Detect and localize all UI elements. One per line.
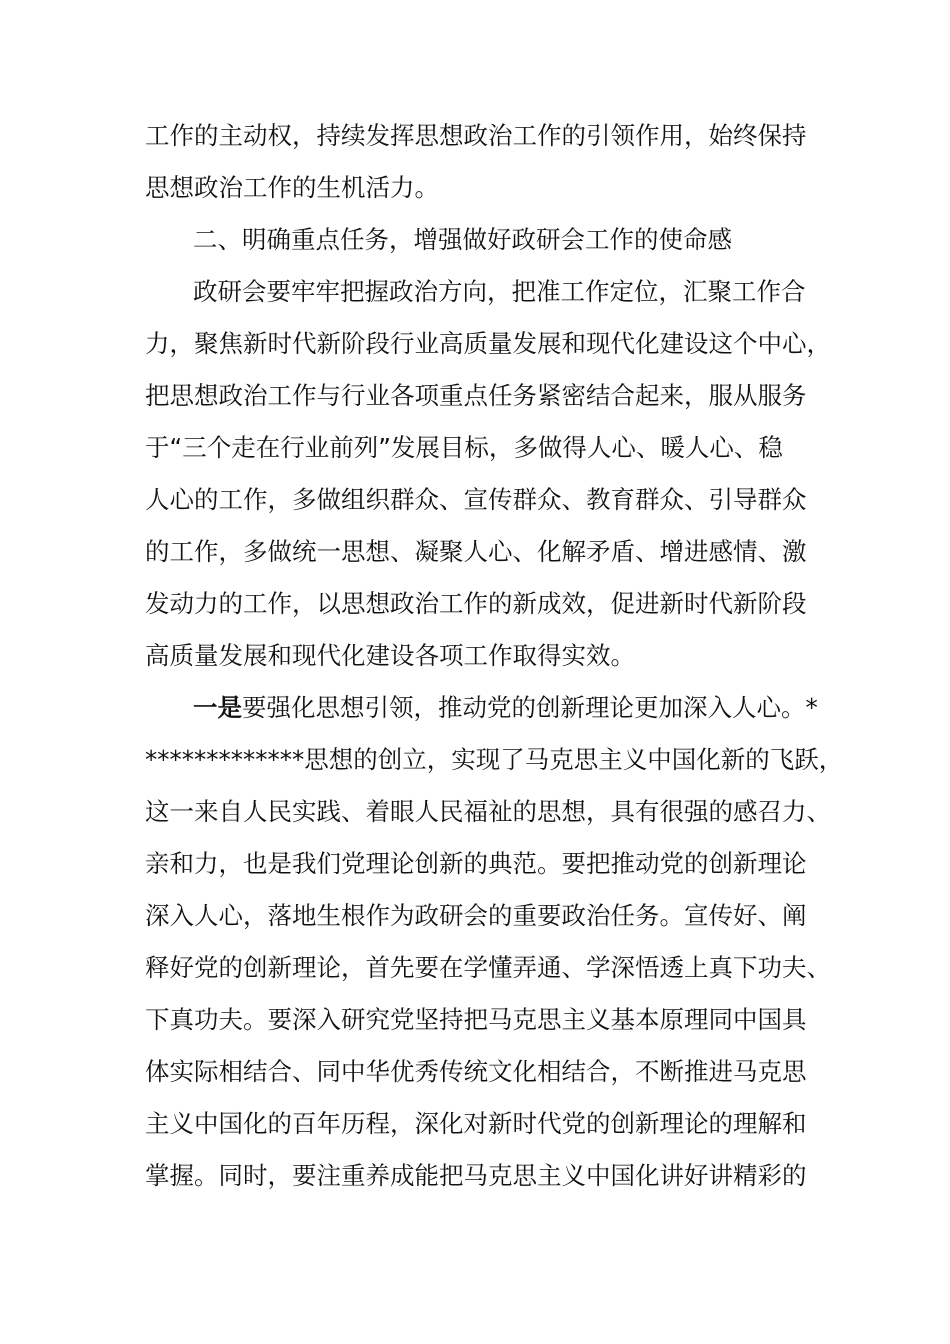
body-line: 思想政治工作的生机活力。 xyxy=(145,173,439,202)
body-line: 把思想政治工作与行业各项重点任务紧密结合起来，服从服务 xyxy=(145,381,807,410)
body-line: 于“三个走在行业前列”发展目标，多做得人心、暖人心、稳 xyxy=(145,433,783,462)
body-line: *************思想的创立，实现了马克思主义中国化新的飞跃， xyxy=(145,745,844,774)
point-text: 要强化思想引领，推动党的创新理论更加深入人心。* xyxy=(242,693,818,722)
body-line: 政研会要牢牢把握政治方向，把准工作定位，汇聚工作合 xyxy=(193,277,806,306)
body-line: 力，聚焦新时代新阶段行业高质量发展和现代化建设这个中心， xyxy=(145,329,831,358)
body-line xyxy=(193,682,820,734)
section-heading: 二、明确重点任务，增强做好政研会工作的使命感 xyxy=(193,225,732,254)
point-label: 一是 xyxy=(193,693,242,722)
body-line: 体实际相结合、同中华优秀传统文化相结合，不断推进马克思 xyxy=(145,1057,807,1086)
body-line: 下真功夫。要深入研究党坚持把马克思主义基本原理同中国具 xyxy=(145,1005,807,1034)
body-line: 掌握。同时，要注重养成能把马克思主义中国化讲好讲精彩的 xyxy=(145,1161,807,1190)
body-line: 释好党的创新理论，首先要在学懂弄通、学深悟透上真下功夫、 xyxy=(145,953,831,982)
body-line: 亲和力，也是我们党理论创新的典范。要把推动党的创新理论 xyxy=(145,849,807,878)
body-line: 这一来自人民实践、着眼人民福祉的思想，具有很强的感召力、 xyxy=(145,797,831,826)
body-line: 的工作，多做统一思想、凝聚人心、化解矛盾、增进感情、激 xyxy=(145,537,807,566)
body-line: 人心的工作，多做组织群众、宣传群众、教育群众、引导群众 xyxy=(145,485,807,514)
body-line: 主义中国化的百年历程，深化对新时代党的创新理论的理解和 xyxy=(145,1109,807,1138)
body-line: 深入人心，落地生根作为政研会的重要政治任务。宣传好、阐 xyxy=(145,901,807,930)
body-line: 工作的主动权，持续发挥思想政治工作的引领作用，始终保持 xyxy=(145,121,807,150)
body-line: 发动力的工作，以思想政治工作的新成效，促进新时代新阶段 xyxy=(145,589,807,618)
body-line: 高质量发展和现代化建设各项工作取得实效。 xyxy=(145,641,635,670)
